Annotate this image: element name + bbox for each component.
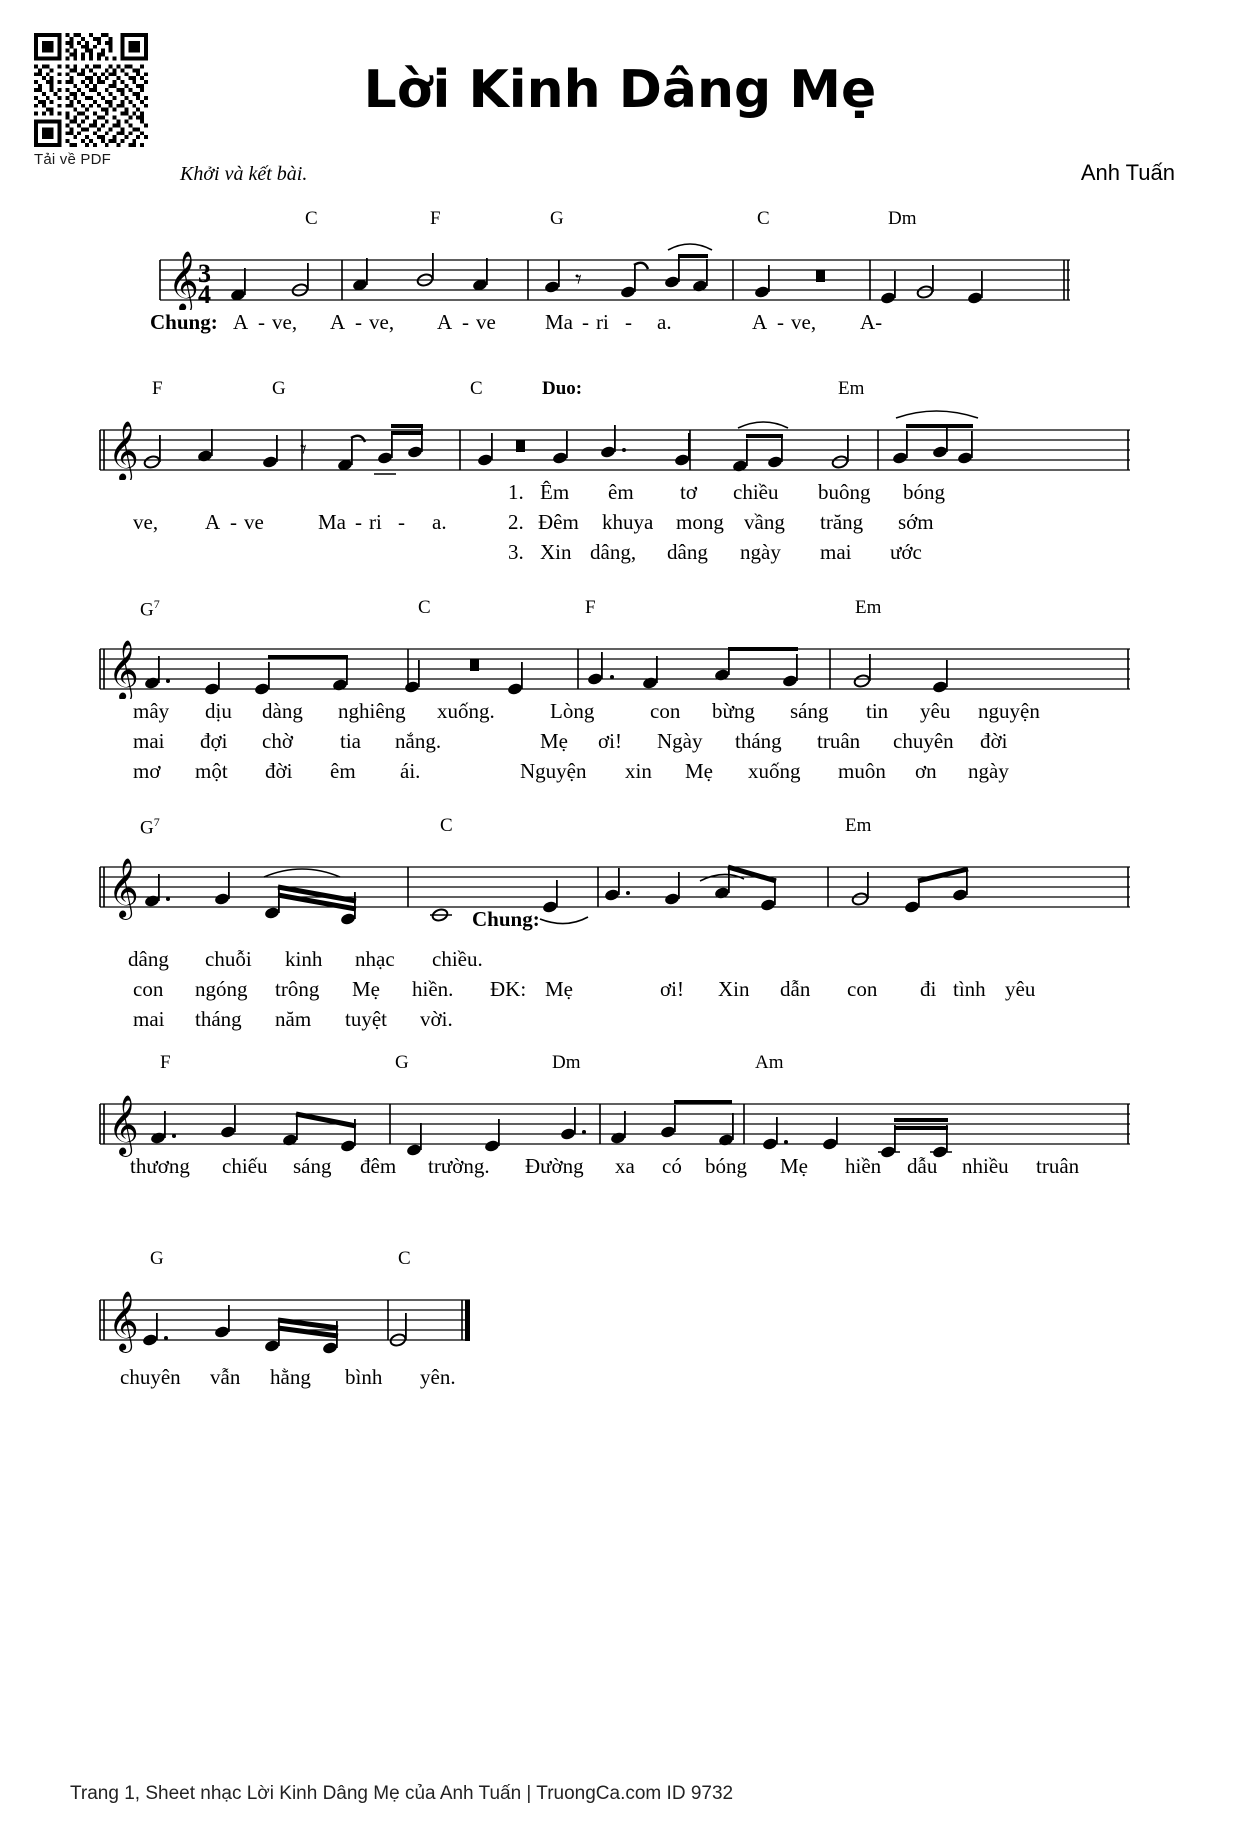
lyric-syllable: truân [817,729,861,753]
section-label-chung: Chung: [472,907,540,931]
lyric-row [0,510,1240,540]
chord-symbol: C [398,1248,411,1269]
lyric-syllable: Xin [718,977,750,1001]
lyric-syllable: ri [596,310,609,334]
lyric-syllable: tình [953,977,986,1001]
lyric-row [0,1365,1240,1395]
staff-notation [0,619,1240,699]
chord-row [0,815,1240,837]
lyric-syllable: - [355,510,362,534]
lyric-syllable: - [230,510,237,534]
lyric-row [0,310,1240,340]
lyric-syllable: truân [1036,1154,1080,1178]
chord-row [0,208,1240,230]
lyric-syllable: yêu [1005,977,1036,1001]
lyric-syllable: Mẹ [545,977,573,1001]
chord-symbol: Am [755,1052,784,1073]
lyric-syllable: a. [432,510,447,534]
lyric-syllable: dàng [262,699,303,723]
lyric-row [0,1007,1240,1037]
lyric-syllable: chờ [262,729,293,753]
lyric-syllable: Ma [545,310,573,334]
chord-symbol: Em [838,378,865,399]
lyric-syllable: Mẹ [540,729,568,753]
qr-caption: Tải về PDF [34,151,112,168]
lyric-syllable: hằng [270,1365,311,1389]
lyric-syllable: chiều. [432,947,483,971]
lyric-syllable: đi [920,977,937,1001]
lyric-syllable: ước [890,540,922,564]
chord-symbol: G [272,378,286,399]
lyric-syllable: chuyên [893,729,954,753]
lyric-syllable: a. [657,310,672,334]
svg-text:𝄞: 𝄞 [108,1095,139,1155]
lyric-syllable: tuyệt [345,1007,387,1031]
lyric-syllable: có [662,1154,682,1178]
chord-row [0,597,1240,619]
svg-text:𝄞: 𝄞 [108,858,139,918]
chord-symbol: $G^7$ [140,815,160,839]
staff-1 [0,230,1240,310]
page-footer: Trang 1, Sheet nhạc Lời Kinh Dâng Mẹ của Anh Tuấn | TruongCa.com ID 9732 [70,1783,734,1804]
lyric-row [0,699,1240,729]
lyric-syllable: ve, [791,310,817,334]
lyric-row [0,540,1240,570]
lyric-syllable: ái. [400,759,421,783]
lyric-syllable: năm [275,1007,312,1031]
lyric-syllable: khuya [602,510,654,534]
lyric-syllable: nhiều [962,1154,1009,1178]
lyric-syllable: kinh [285,947,323,971]
lyric-syllable: - [777,310,784,334]
lyric-syllable: Lòng [550,699,595,723]
svg-text:𝄞: 𝄞 [108,1291,139,1351]
lyric-syllable: trường. [428,1154,490,1178]
lyric-syllable: chiếu [222,1154,268,1178]
lyric-syllable: Đường [525,1154,584,1178]
chord-symbol: C [470,378,483,399]
tempo-marking: Khởi và kết bài. [180,163,308,185]
music-system-5 [0,1052,1240,1184]
chord-row [0,378,1240,400]
chord-symbol: G [150,1248,164,1269]
lyric-syllable: A [330,310,346,334]
chord-symbol: F [160,1052,171,1073]
lyric-syllable: A [752,310,768,334]
lyric-syllable: dâng [667,540,708,564]
lyric-syllable: ri [369,510,382,534]
chord-symbol: G [550,208,564,229]
lyric-syllable: ngóng [195,977,248,1001]
lyric-syllable: nắng. [395,729,442,753]
lyric-row [0,480,1240,510]
lyric-syllable: tin [866,699,889,723]
lyric-syllable: hiền [845,1154,882,1178]
lyric-syllable: mai [133,1007,165,1031]
lyric-syllable: con [847,977,878,1001]
lyric-syllable: con [650,699,681,723]
lyric-syllable: Ngày [657,729,703,753]
music-system-4 [0,815,1240,1037]
lyric-syllable: Xin [540,540,572,564]
chord-symbol: F [152,378,163,399]
lyric-syllable: - [398,510,405,534]
lyric-syllable: tháng [195,1007,242,1031]
lyric-syllable: ve [244,510,264,534]
chord-symbol: G [395,1052,409,1073]
lyric-syllable: - [258,310,265,334]
lyric-row [0,759,1240,789]
lyric-syllable: dịu [205,699,232,723]
lyric-syllable: trông [275,977,320,1001]
lyric-syllable: bình [345,1365,383,1389]
lyric-syllable: ơi! [598,729,622,753]
lyric-syllable: nguyện [978,699,1040,723]
chord-row [0,1248,1240,1270]
lyric-syllable: vẫn [210,1365,241,1389]
lyric-syllable: ve, [133,510,159,534]
page-title: Lời Kinh Dâng Mẹ [363,60,877,120]
lyric-syllable: tháng [735,729,782,753]
lyric-syllable: hiền. [412,977,454,1001]
lyric-syllable: buông [818,480,871,504]
lyric-syllable: một [195,759,228,783]
lyric-syllable: chiều [733,480,779,504]
lyric-syllable: tơ [680,480,697,504]
lyric-syllable: - [625,310,632,334]
staff-notation [0,400,1240,480]
svg-text:𝄞: 𝄞 [168,251,199,310]
music-system-6 [0,1248,1240,1395]
music-system-2 [0,378,1240,570]
lyric-syllable: vời. [420,1007,453,1031]
music-system-3 [0,597,1240,789]
lyric-syllable: muôn [838,759,886,783]
lyric-syllable: đời [980,729,1008,753]
lyric-syllable: ơi! [660,977,684,1001]
chord-symbol: Dm [888,208,917,229]
lyric-syllable: ve, [369,310,395,334]
chord-symbol: F [585,597,596,618]
chord-symbol: C [757,208,770,229]
lyric-syllable: nhạc [355,947,395,971]
chord-symbol: F [430,208,441,229]
lyric-syllable: đợi [200,729,228,753]
lyric-syllable: Ma [318,510,346,534]
staff-6 [0,1270,1240,1365]
staff-2 [0,400,1240,480]
lyric-syllable: mây [133,699,170,723]
lyric-syllable: nghiêng [338,699,406,723]
lyric-syllable: ve [476,310,496,334]
chord-symbol: C [305,208,318,229]
staff-5 [0,1074,1240,1154]
lyric-syllable: ngày [968,759,1009,783]
chord-symbol: Dm [552,1052,581,1073]
lyric-syllable: sáng [790,699,829,723]
lyric-syllable: A [233,310,249,334]
lyric-syllable: trăng [820,510,864,534]
lyric-syllable: Êm [540,480,570,504]
svg-text:𝄾: 𝄾 [575,265,582,295]
lyric-syllable: dẫu [907,1154,938,1178]
svg-text:𝄾: 𝄾 [300,435,307,465]
chord-symbol: Em [845,815,872,836]
lyric-syllable: - [462,310,469,334]
lyric-syllable: Mẹ [685,759,713,783]
lyric-syllable: Mẹ [352,977,380,1001]
lyric-syllable: bóng [705,1154,747,1178]
lyric-syllable: sớm [898,510,934,534]
lyric-syllable: Đêm [538,510,579,534]
lyric-syllable: êm [330,759,356,783]
staff-notation [0,837,1240,947]
lyric-syllable: tia [340,729,361,753]
lyric-row [0,947,1240,977]
staff-notation [0,230,1240,310]
section-label-duo: Duo: [542,378,583,399]
lyric-syllable: dâng, [590,540,637,564]
lyric-syllable: chuỗi [205,947,252,971]
lyric-syllable: A [437,310,453,334]
lyric-syllable: xuống. [437,699,495,723]
music-system-1 [0,208,1240,340]
lyric-syllable: mai [133,729,165,753]
lyric-syllable: ơn [915,759,937,783]
lyric-syllable: Mẹ [780,1154,808,1178]
composer-name: Anh Tuấn [1080,160,1175,185]
lyric-syllable: dẫn [780,977,811,1001]
lyric-syllable: dâng [128,947,169,971]
lyric-syllable: yêu [920,699,951,723]
lyric-syllable: Nguyện [520,759,587,783]
lyric-syllable: bóng [903,480,945,504]
lyric-row [0,977,1240,1007]
lyric-syllable: mai [820,540,852,564]
lyric-syllable: ngày [740,540,781,564]
lyric-syllable: ve, [272,310,298,334]
staff-4 [0,837,1240,947]
staff-3 [0,619,1240,699]
lyric-row [0,729,1240,759]
chord-symbol: C [440,815,453,836]
lyric-syllable: đêm [360,1154,397,1178]
lyric-syllable: xuống [748,759,801,783]
lyric-syllable: Chung: [150,310,218,334]
staff-notation [0,1270,1240,1365]
lyric-syllable: A- [860,310,883,334]
lyric-row [0,1154,1240,1184]
lyric-syllable: êm [608,480,634,504]
chord-symbol: Em [855,597,882,618]
lyric-syllable: - [582,310,589,334]
svg-text:4: 4 [198,280,211,309]
lyric-syllable: 2. [508,510,524,534]
lyric-syllable: yên. [420,1365,456,1389]
lyric-syllable: mong [676,510,724,534]
lyric-syllable: mơ [133,759,161,783]
lyric-syllable: vầng [744,510,785,534]
lyric-syllable: con [133,977,164,1001]
lyric-syllable: xa [615,1154,635,1178]
svg-text:3: 3 [198,259,211,288]
lyric-syllable: thương [130,1154,190,1178]
lyric-syllable: 1. [508,480,524,504]
lyric-syllable: xin [625,759,652,783]
lyric-syllable: bừng [712,699,755,723]
svg-text:𝄞: 𝄞 [108,421,139,480]
lyric-syllable: A [205,510,221,534]
lyric-syllable: ĐK: [490,977,527,1001]
lyric-syllable: - [355,310,362,334]
svg-text:𝄞: 𝄞 [108,640,139,699]
lyric-syllable: 3. [508,540,524,564]
lyric-syllable: đời [265,759,293,783]
chord-symbol: C [418,597,431,618]
chord-row [0,1052,1240,1074]
lyric-syllable: chuyên [120,1365,181,1389]
lyric-syllable: sáng [293,1154,332,1178]
chord-symbol: $G^7$ [140,597,160,621]
